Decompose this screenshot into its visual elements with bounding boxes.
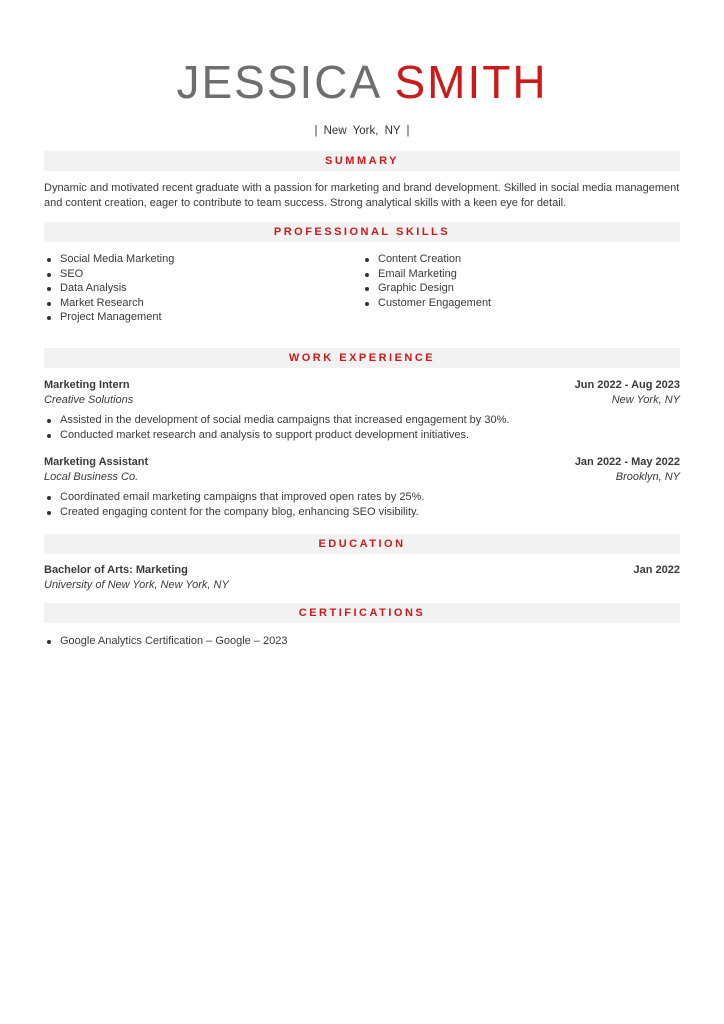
school: University of New York, New York, NY xyxy=(44,579,229,591)
job-bullet: Coordinated email marketing campaigns that improved open rates by 25%. xyxy=(44,490,680,505)
section-header-experience: WORK EXPERIENCE xyxy=(44,348,680,368)
job-dates: Jan 2022 - May 2022 xyxy=(574,456,680,468)
skill-item: Data Analysis xyxy=(44,281,174,296)
job-bullet: Created engaging content for the company blog, enhancing SEO visibility. xyxy=(44,505,680,520)
skill-item: Graphic Design xyxy=(362,281,491,296)
certification-item: Google Analytics Certification – Google – 2023 xyxy=(44,634,680,649)
job-bullets xyxy=(44,490,680,519)
job-header xyxy=(44,456,680,471)
job-bullet: Conducted market research and analysis to support product development initiatives. xyxy=(44,428,680,443)
first-name: JESSICA xyxy=(176,56,380,108)
skill-item: SEO xyxy=(44,267,174,282)
job-bullets xyxy=(44,413,680,442)
section-header-skills: PROFESSIONAL SKILLS xyxy=(44,222,680,242)
education-header xyxy=(44,564,680,579)
last-name: SMITH xyxy=(394,56,548,108)
skill-item: Market Research xyxy=(44,296,174,311)
education-subheader xyxy=(44,579,680,594)
job-title: Marketing Intern xyxy=(44,379,130,391)
section-header-education: EDUCATION xyxy=(44,534,680,554)
skill-item: Social Media Marketing xyxy=(44,252,174,267)
skill-item: Customer Engagement xyxy=(362,296,491,311)
job-subheader xyxy=(44,471,680,486)
section-header-summary: SUMMARY xyxy=(44,151,680,171)
section-header-certifications: CERTIFICATIONS xyxy=(44,603,680,623)
summary-text: Dynamic and motivated recent graduate with a passion for marketing and brand development. Skilled in social media management and content creation, eager to contribute to team success. Strong analytical skills with a keen eye for detail. xyxy=(44,182,680,209)
job-company: Creative Solutions xyxy=(44,394,134,406)
job-location: Brooklyn, NY xyxy=(615,471,680,483)
job-location: New York, NY xyxy=(611,394,680,406)
skill-item: Email Marketing xyxy=(362,267,491,282)
education-date: Jan 2022 xyxy=(633,564,680,576)
certifications-list xyxy=(44,634,680,649)
degree: Bachelor of Arts: Marketing xyxy=(44,564,188,576)
contact-line: | New York, NY | xyxy=(314,125,410,137)
job-dates: Jun 2022 - Aug 2023 xyxy=(574,379,680,391)
skills-list-right xyxy=(362,252,491,310)
job-header xyxy=(44,379,680,394)
skill-item: Project Management xyxy=(44,310,174,325)
job-subheader xyxy=(44,394,680,409)
job-company: Local Business Co. xyxy=(44,471,139,483)
job-title: Marketing Assistant xyxy=(44,456,149,468)
job-bullet: Assisted in the development of social media campaigns that increased engagement by 30%. xyxy=(44,413,680,428)
candidate-name xyxy=(44,54,680,110)
skills-list-left xyxy=(44,252,174,325)
skill-item: Content Creation xyxy=(362,252,491,267)
